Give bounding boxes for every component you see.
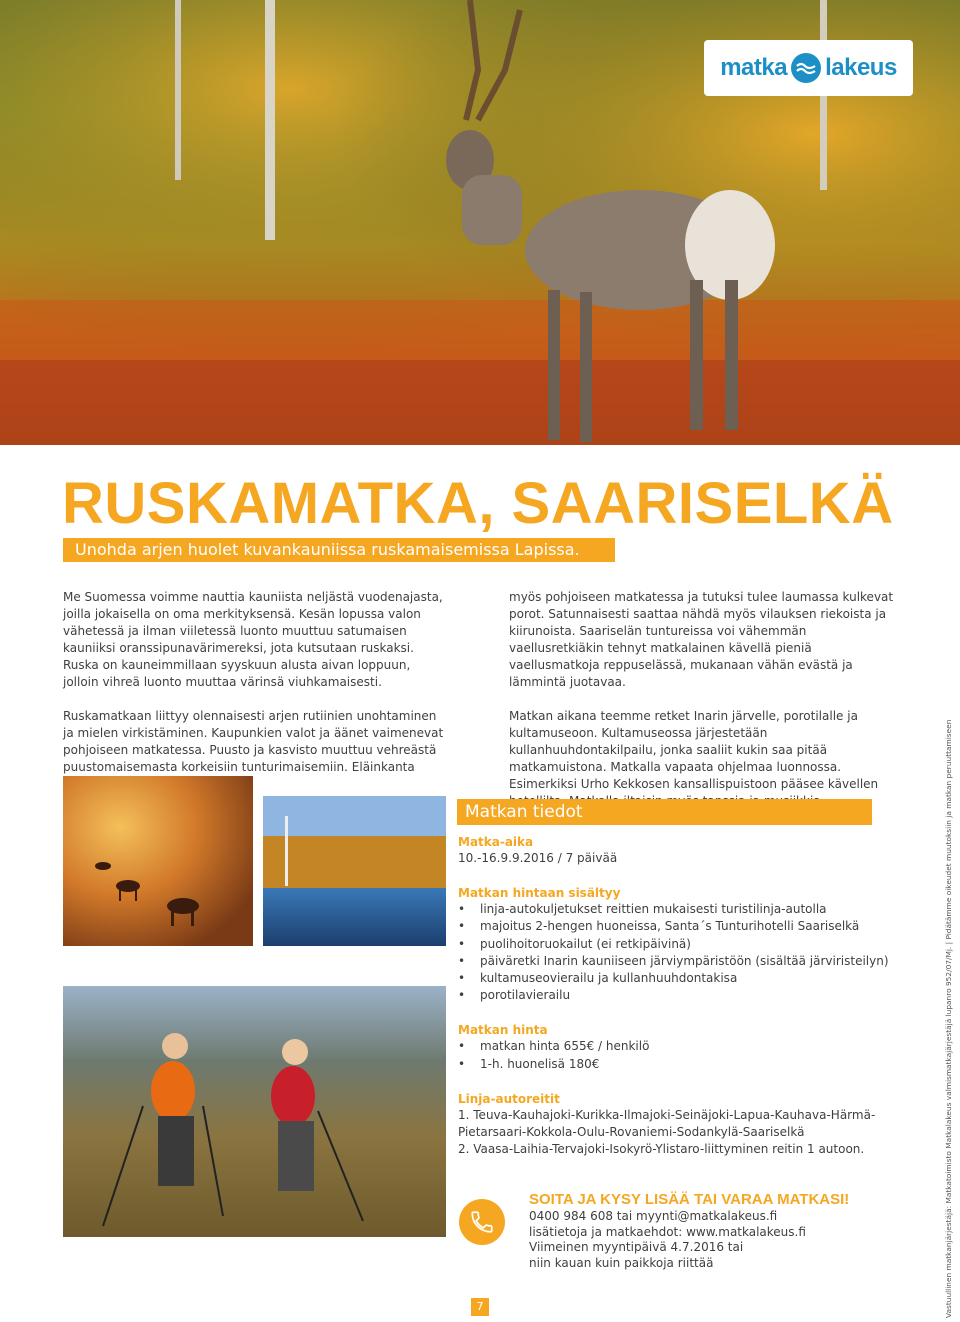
page-title: RUSKAMATKA, SAARISELKÄ	[62, 471, 894, 536]
subtitle-banner	[63, 538, 615, 562]
list-item: • kultamuseovierailu ja kullanhuuhdontakisa	[458, 970, 898, 987]
photo-collage	[63, 776, 446, 1237]
sale-deadline: Viimeinen myyntipäivä 4.7.2016 tai	[529, 1240, 744, 1254]
contact-block	[529, 1192, 889, 1271]
logo-word-lakeus: lakeus	[825, 54, 897, 81]
wave-icon	[791, 53, 821, 83]
matkalakeus-logo	[704, 40, 913, 96]
list-item: • porotilavierailu	[458, 987, 898, 1004]
cta-heading: SOITA JA KYSY LISÄÄ TAI VARAA MATKASI!	[529, 1191, 850, 1208]
hero-photo-reindeer	[0, 0, 960, 445]
list-item: • päiväretki Inarin kauniiseen järviympäristöön (sisältää järviristeilyn)	[458, 953, 898, 970]
time-value: 10.-16.9.9.2016 / 7 päivää	[458, 851, 618, 865]
subtitle-text: Unohda arjen huolet kuvankauniissa ruskamaisemissa Lapissa.	[75, 540, 580, 559]
contact-website[interactable]: lisätietoja ja matkaehdot: www.matkalakeus.fi	[529, 1224, 806, 1239]
intro-paragraph-2: Ruskamatkaan liittyy olennaisesti arjen rutiinien unohtaminen ja mielen virkistäminen. Kaupunkien valot ja äänet vaimenevat pohjoiseen matkatessa. Puusto ja kasvisto muuttuu vehreästä puustomaisemasta korkeisiin tunturimaisemiin. Eläinkanta	[63, 709, 444, 774]
price-label: Matkan hinta	[458, 1023, 548, 1038]
price-list	[458, 1038, 898, 1072]
list-item: • matkan hinta 655€ / henkilö	[458, 1038, 898, 1055]
time-label: Matka-aika	[458, 835, 534, 849]
route-1: 1. Teuva-Kauhajoki-Kurikka-Ilmajoki-Seinäjoki-Lapua-Kauhava-Härmä-Pietarsaari-Kokkola-Oulu-Rovaniemi-Sodankylä-Saariselkä	[458, 1107, 876, 1140]
includes-list	[458, 901, 898, 1004]
logo-word-matka: matka	[720, 54, 788, 81]
routes-label: Linja-autoreitit	[458, 1091, 560, 1106]
intro-paragraph-3: myös pohjoiseen matkatessa ja tutuksi tulee laumassa kulkevat porot. Satunnaisesti saattaa nähdä myös vilauksen riekoista ja kiirunoista. Saariselän tuntureissa voi vähemmän vaellusretkiäkin tehnyt matkalainen kävellä pieniä vaellusmatkoja reppuselässä, mukanaan vähän evästä ja lämmintä juotavaa.	[509, 590, 894, 689]
intro-paragraph-1: Me Suomessa voimme nauttia kauniista neljästä vuodenajasta, joilla jokaisella on oma merkityksensä. Kesän lopussa valon vähetessä ja ilman viiletessä luonto muuttuu satumaisen kauniiksi oranssipunavärimereksi, jota kutsutaan ruskaksi. Ruska on kauneimmillaan syyskuun alusta aivan loppuun, jolloin vihreä luonto muuttaa värinsä viuhkamaisesti.	[63, 590, 443, 689]
list-item: • linja-autokuljetukset reittien mukaisesti turistilinja-autolla	[458, 901, 898, 918]
trip-info	[458, 834, 898, 1158]
legal-side-note: Vastuullinen matkanjärjestäjä: Matkatoimisto Matkalakeus valmismatkajärjestäjä lupanro 952/07/Mj. | Pidätämme oikeudet muutoksiin ja matkan peruuttamiseen	[944, 719, 953, 1318]
list-item: • 1-h. huonelisä 180€	[458, 1056, 898, 1073]
intro-column-right	[509, 589, 899, 827]
phone-icon	[459, 1199, 505, 1245]
lake-autumn-photo	[263, 796, 446, 946]
contact-phone-email[interactable]: 0400 984 608 tai myynti@matkalakeus.fi	[529, 1209, 778, 1223]
list-item: • puolihoitoruokailut (ei retkipäivinä)	[458, 936, 898, 953]
info-heading: Matkan tiedot	[465, 802, 583, 822]
reindeer-sunset-photo	[63, 776, 253, 946]
intro-paragraph-4: Matkan aikana teemme retket Inarin järvelle, porotilalle ja kultamuseoon. Kultamuseossa järjestetään kullanhuuhdontakilpailu, jonka saaliit kukin saa pitää matkamuistona. Matkalla vapaata ohjelmaa luonnossa. Esimerkiksi Urho Kekkosen kansallispuistoon pääsee kävellen	[509, 709, 879, 791]
hikers-photo	[63, 986, 446, 1237]
list-item: • majoitus 2-hengen huoneissa, Santa´s Tunturihotelli Saariselkä	[458, 918, 898, 935]
info-heading-bar	[457, 799, 872, 825]
availability-note: niin kauan kuin paikkoja riittää	[529, 1255, 714, 1270]
page-number: 7	[471, 1298, 489, 1316]
route-2: 2. Vaasa-Laihia-Tervajoki-Isokyrö-Ylistaro-liittyminen reitin 1 autoon.	[458, 1142, 865, 1157]
includes-label: Matkan hintaan sisältyy	[458, 886, 621, 901]
